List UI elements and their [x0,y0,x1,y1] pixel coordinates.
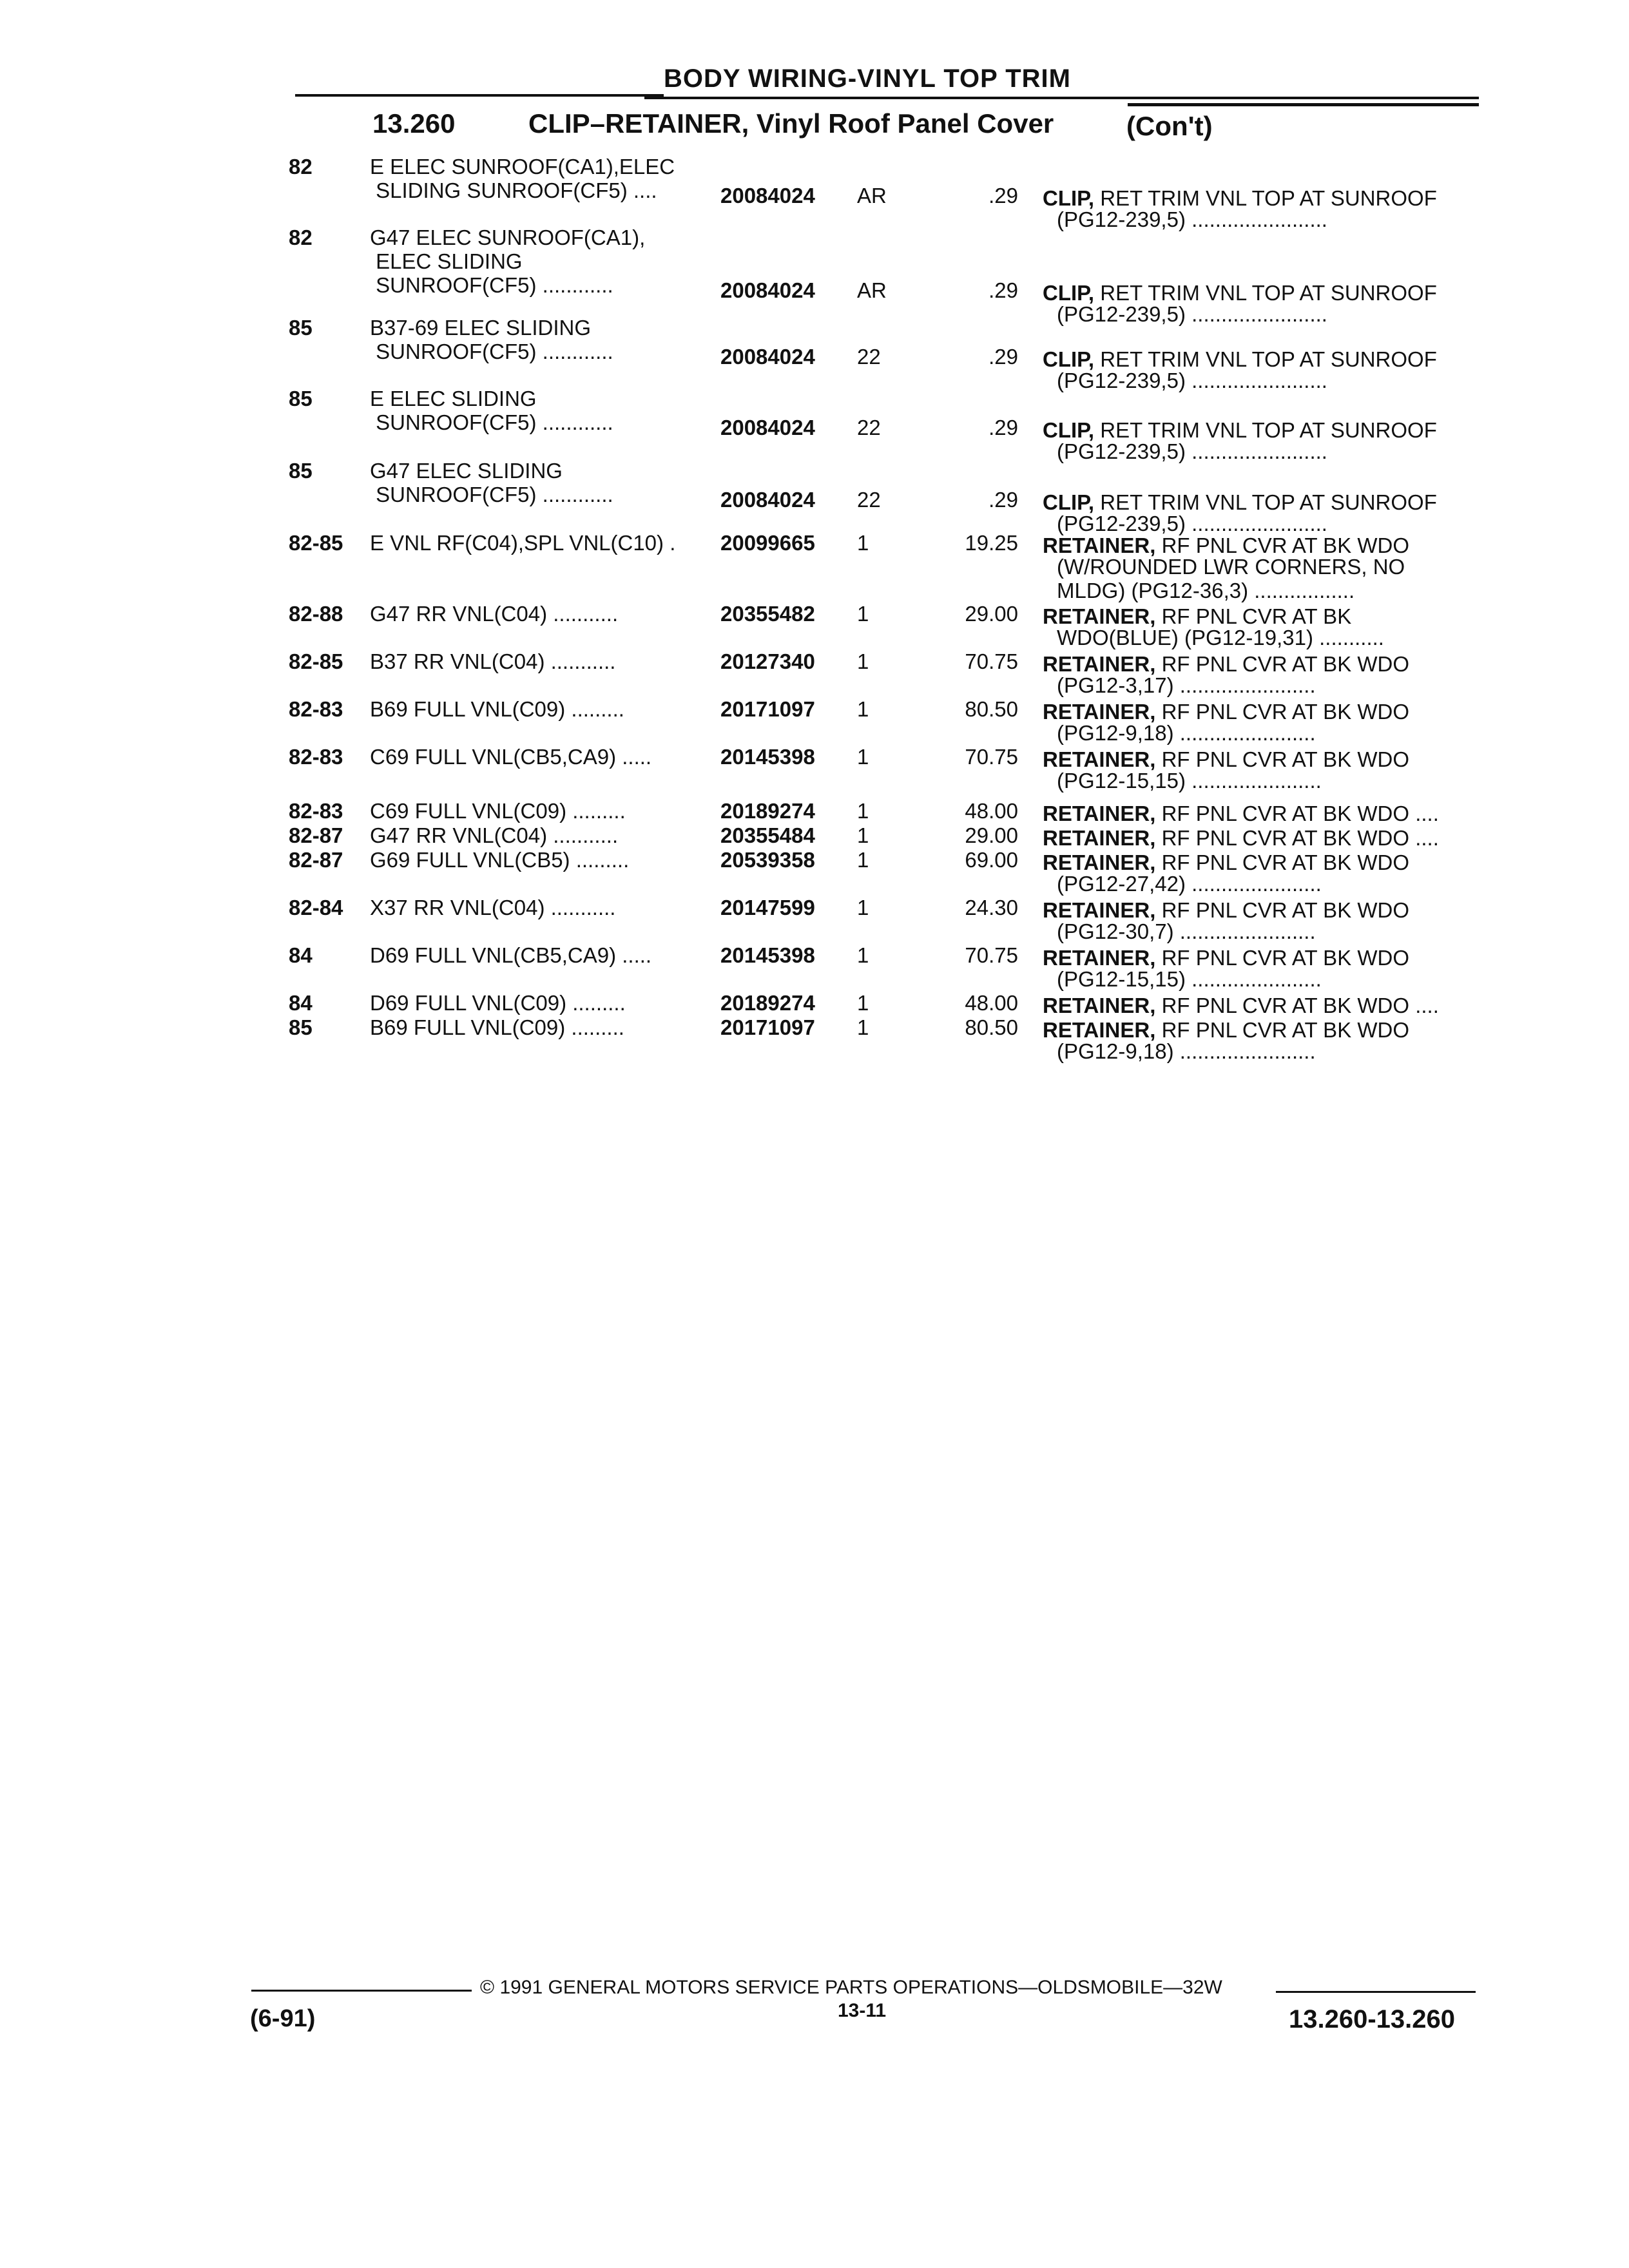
model-year: 85 [289,316,313,340]
part-name [1043,604,1351,628]
description-line: C69 FULL VNL(CB5,CA9) ..... [370,745,652,769]
part-name [1043,898,1409,922]
footer-date: (6-91) [250,2005,316,2032]
price: .29 [988,345,1018,369]
price: 70.75 [965,649,1018,673]
part-name-text: RF PNL CVR AT BK WDO [1155,898,1410,922]
model-year: 82-87 [289,823,343,847]
footer-rule-right [1276,1991,1476,1993]
description-line: G47 RR VNL(C04) ........... [370,602,619,626]
part-number: 20084024 [720,184,815,207]
part-number: 20084024 [720,488,815,512]
price: .29 [988,184,1018,207]
part-name-prefix: RETAINER, [1043,604,1156,628]
part-name-text: RF PNL CVR AT BK WDO [1155,652,1410,676]
part-number: 20099665 [720,531,815,555]
description-line: SLIDING SUNROOF(CF5) .... [370,178,657,202]
part-number: 20084024 [720,278,815,302]
footer-page-number: 13-11 [838,2000,887,2021]
part-name-text: RF PNL CVR AT BK WDO [1155,747,1410,771]
price: 29.00 [965,602,1018,626]
model-year: 82-87 [289,848,343,872]
part-name-prefix: CLIP, [1043,347,1095,371]
description-line: B37 RR VNL(C04) ........... [370,649,616,673]
description-line: E VNL RF(C04),SPL VNL(C10) . [370,531,676,555]
quantity: 1 [857,745,869,769]
part-number: 20127340 [720,649,815,673]
part-number: 20147599 [720,896,815,919]
description-line: D69 FULL VNL(CB5,CA9) ..... [370,943,652,967]
quantity: 1 [857,602,869,626]
part-name [1043,850,1409,874]
part-name-text: RF PNL CVR AT BK WDO [1155,946,1410,970]
part-name [1043,490,1437,514]
section-number: 13.260 [372,108,456,139]
part-name-continuation: (PG12-9,18) ....................... [1057,721,1316,745]
part-number: 20539358 [720,848,815,872]
quantity: AR [857,278,887,302]
part-name-prefix: RETAINER, [1043,826,1156,850]
model-year: 82 [289,226,313,249]
description-line: SUNROOF(CF5) ............ [370,340,613,363]
price: 29.00 [965,823,1018,847]
description-line: G69 FULL VNL(CB5) ......... [370,848,630,872]
section-continued: (Con't) [1126,111,1213,141]
part-name [1043,281,1437,305]
section-title: CLIP–RETAINER, Vinyl Roof Panel Cover [528,108,1054,139]
model-year: 84 [289,943,313,967]
part-number: 20084024 [720,345,815,369]
quantity: 1 [857,799,869,823]
description-line: G47 RR VNL(C04) ........... [370,823,619,847]
part-name-continuation: (PG12-239,5) ....................... [1057,369,1327,392]
quantity: 1 [857,649,869,673]
page-header-title: BODY WIRING-VINYL TOP TRIM [664,64,1071,93]
description-line: ELEC SLIDING [370,249,523,273]
part-name-prefix: RETAINER, [1043,700,1156,724]
part-name [1043,418,1437,442]
quantity: AR [857,184,887,207]
header-rule-full [644,97,1479,99]
quantity: 22 [857,488,881,512]
part-name-text: RET TRIM VNL TOP AT SUNROOF [1094,490,1437,514]
part-name [1043,802,1439,825]
description-line: B37-69 ELEC SLIDING [370,316,591,340]
quantity: 22 [857,345,881,369]
price: 80.50 [965,697,1018,721]
part-name-prefix: RETAINER, [1043,994,1156,1017]
part-name-prefix: RETAINER, [1043,946,1156,970]
quantity: 1 [857,896,869,919]
description-line: D69 FULL VNL(C09) ......... [370,991,626,1015]
price: 80.50 [965,1015,1018,1039]
part-name-continuation: (PG12-30,7) ....................... [1057,919,1316,943]
part-name-continuation: MLDG) (PG12-36,3) ................. [1057,579,1355,602]
model-year: 82 [289,155,313,178]
part-name-continuation: (W/ROUNDED LWR CORNERS, NO [1057,555,1405,579]
part-number: 20145398 [720,745,815,769]
description-line: B69 FULL VNL(C09) ......... [370,697,624,721]
price: 69.00 [965,848,1018,872]
part-number: 20171097 [720,1015,815,1039]
quantity: 22 [857,416,881,439]
part-name-text: RF PNL CVR AT BK WDO .... [1155,802,1439,825]
footer-section-range: 13.260-13.260 [1289,2005,1456,2033]
part-name-text: RF PNL CVR AT BK WDO [1155,1018,1410,1042]
part-name-text: RF PNL CVR AT BK WDO [1155,850,1410,874]
part-name-prefix: CLIP, [1043,186,1095,210]
part-name-continuation: (PG12-239,5) ....................... [1057,439,1327,463]
description-line: G47 ELEC SLIDING [370,459,563,483]
part-name-continuation: (PG12-3,17) ....................... [1057,673,1316,697]
price: .29 [988,416,1018,439]
quantity: 1 [857,848,869,872]
header-rule-right [1128,103,1479,106]
part-name [1043,946,1409,970]
part-name [1043,186,1437,210]
part-name-text: RET TRIM VNL TOP AT SUNROOF [1094,281,1437,305]
part-number: 20355484 [720,823,815,847]
header-rule-left [295,94,664,97]
model-year: 82-83 [289,799,343,823]
description-line: B69 FULL VNL(C09) ......... [370,1015,624,1039]
part-name-prefix: RETAINER, [1043,802,1156,825]
part-name-continuation: (PG12-239,5) ....................... [1057,302,1327,326]
part-name-text: RF PNL CVR AT BK WDO .... [1155,994,1439,1017]
description-line: SUNROOF(CF5) ............ [370,273,613,297]
price: .29 [988,278,1018,302]
part-name-prefix: RETAINER, [1043,533,1156,557]
part-name [1043,700,1409,724]
model-year: 82-84 [289,896,343,919]
model-year: 82-85 [289,531,343,555]
model-year: 85 [289,387,313,410]
quantity: 1 [857,531,869,555]
part-number: 20189274 [720,799,815,823]
part-name [1043,1018,1409,1042]
part-name-continuation: (PG12-15,15) ...................... [1057,769,1322,793]
part-name-prefix: CLIP, [1043,418,1095,442]
price: 19.25 [965,531,1018,555]
description-line: E ELEC SUNROOF(CA1),ELEC [370,155,675,178]
description-line: SUNROOF(CF5) ............ [370,410,613,434]
description-line: E ELEC SLIDING [370,387,537,410]
part-name-continuation: (PG12-9,18) ....................... [1057,1039,1316,1063]
quantity: 1 [857,943,869,967]
price: 70.75 [965,745,1018,769]
part-name-text: RF PNL CVR AT BK WDO [1155,533,1410,557]
part-name-prefix: RETAINER, [1043,747,1156,771]
part-name-continuation: (PG12-239,5) ....................... [1057,512,1327,535]
model-year: 84 [289,991,313,1015]
description-line: C69 FULL VNL(C09) ......... [370,799,626,823]
part-name-continuation: (PG12-239,5) ....................... [1057,207,1327,231]
part-name-text: RET TRIM VNL TOP AT SUNROOF [1094,418,1437,442]
part-number: 20355482 [720,602,815,626]
model-year: 82-83 [289,697,343,721]
footer-rule-left [251,1990,472,1992]
part-name-text: RET TRIM VNL TOP AT SUNROOF [1094,347,1437,371]
part-name-text: RF PNL CVR AT BK [1155,604,1352,628]
model-year: 82-85 [289,649,343,673]
part-number: 20189274 [720,991,815,1015]
quantity: 1 [857,697,869,721]
part-name-prefix: CLIP, [1043,281,1095,305]
description-line: X37 RR VNL(C04) ........... [370,896,616,919]
part-name [1043,652,1409,676]
price: 48.00 [965,799,1018,823]
part-name-text: RET TRIM VNL TOP AT SUNROOF [1094,186,1437,210]
part-name-continuation: WDO(BLUE) (PG12-19,31) ........... [1057,626,1384,649]
price: .29 [988,488,1018,512]
part-name [1043,826,1439,850]
quantity: 1 [857,1015,869,1039]
quantity: 1 [857,991,869,1015]
part-name-prefix: RETAINER, [1043,1018,1156,1042]
part-name-text: RF PNL CVR AT BK WDO [1155,700,1410,724]
part-name-text: RF PNL CVR AT BK WDO .... [1155,826,1439,850]
price: 24.30 [965,896,1018,919]
part-name [1043,347,1437,371]
part-number: 20145398 [720,943,815,967]
quantity: 1 [857,823,869,847]
model-year: 85 [289,1015,313,1039]
part-name-continuation: (PG12-15,15) ...................... [1057,967,1322,991]
part-name-prefix: CLIP, [1043,490,1095,514]
description-line: SUNROOF(CF5) ............ [370,483,613,506]
part-name [1043,994,1439,1017]
part-name-prefix: RETAINER, [1043,850,1156,874]
description-line: G47 ELEC SUNROOF(CA1), [370,226,646,249]
model-year: 82-83 [289,745,343,769]
part-number: 20171097 [720,697,815,721]
model-year: 85 [289,459,313,483]
model-year: 82-88 [289,602,343,626]
part-name [1043,533,1409,557]
footer-copyright: © 1991 GENERAL MOTORS SERVICE PARTS OPERATIONS—OLDSMOBILE—32W [480,1977,1222,1998]
part-name-continuation: (PG12-27,42) ...................... [1057,872,1322,896]
part-name-prefix: RETAINER, [1043,652,1156,676]
price: 70.75 [965,943,1018,967]
part-name-prefix: RETAINER, [1043,898,1156,922]
price: 48.00 [965,991,1018,1015]
part-name [1043,747,1409,771]
part-number: 20084024 [720,416,815,439]
